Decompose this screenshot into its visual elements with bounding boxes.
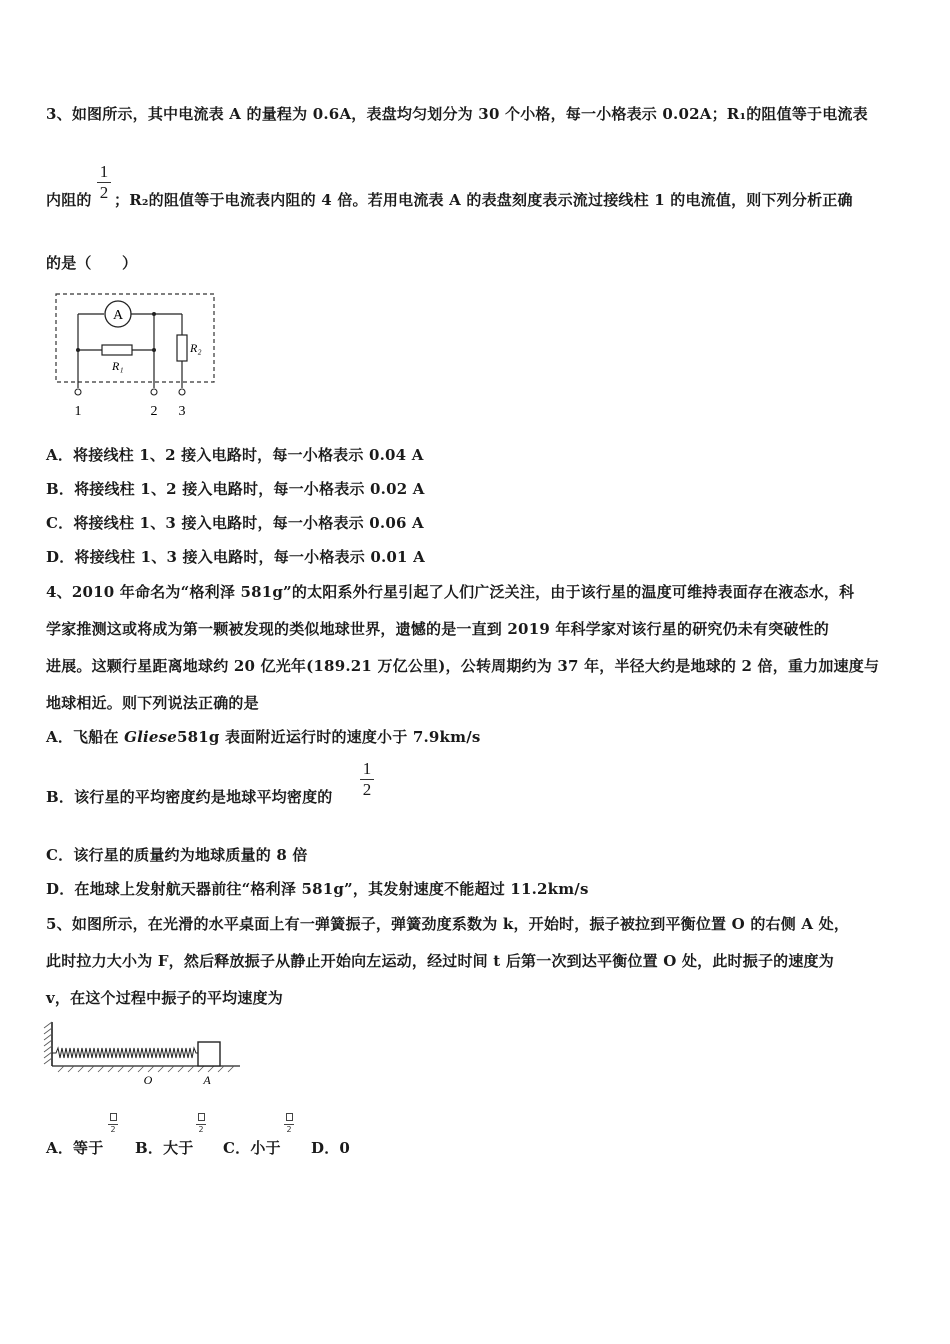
q4-option-a-pre: A．飞船在 <box>46 728 125 746</box>
terminal-1 <box>75 389 81 395</box>
q4-option-a-italic: Gliese <box>124 728 178 746</box>
q5-option-c-frac-den: 2 <box>286 1125 292 1134</box>
r1-label: R₁ <box>112 359 124 373</box>
spring-coil <box>52 1048 198 1058</box>
q5-option-a-frac-den: 2 <box>110 1125 116 1134</box>
q4-line-2: 学家推测这或将成为第一颗被发现的类似地球世界，遗憾的是一直到 2019 年科学家对该行星的研究仍未有突破性的 <box>46 620 829 638</box>
q4-frac-num: 1 <box>362 759 372 778</box>
r1-resistor <box>102 345 132 355</box>
q3-line-2-prefix: 内阻的 <box>46 191 92 209</box>
q3-option-b: B．将接线柱 1、2 接入电路时，每一小格表示 0.02 A <box>46 480 425 498</box>
terminal-3 <box>179 389 185 395</box>
q3-fraction <box>97 163 111 202</box>
r2-label: R₂ <box>190 341 202 355</box>
q5-option-b: B．大于 <box>135 1139 194 1157</box>
q3-frac-den: 2 <box>99 183 109 202</box>
q4-option-d: D．在地球上发射航天器前往“格利泽 581g”，其发射速度不能超过 11.2km/s <box>46 880 589 898</box>
q4-option-b: B．该行星的平均密度约是地球平均密度的 <box>46 788 333 806</box>
terminal-2-label: 2 <box>150 404 158 419</box>
q5-option-b-fraction <box>196 1113 206 1134</box>
q5-option-c: C．小于 <box>223 1139 281 1157</box>
ammeter-label: A <box>112 308 124 323</box>
circuit-diagram <box>50 288 220 420</box>
point-a-label: A <box>203 1073 211 1087</box>
q4-line-4: 地球相近。则下列说法正确的是 <box>46 694 259 712</box>
q3-option-c: C．将接线柱 1、3 接入电路时，每一小格表示 0.06 A <box>46 514 424 532</box>
point-o-label: O <box>143 1073 153 1087</box>
q4-option-c: C．该行星的质量约为地球质量的 8 倍 <box>46 846 308 864</box>
q5-line-2: 此时拉力大小为 F，然后释放振子从静止开始向左运动，经过时间 t 后第一次到达平衡位置 O 处，此时振子的速度为 <box>46 952 834 970</box>
terminal-2 <box>151 389 157 395</box>
q3-option-d: D．将接线柱 1、3 接入电路时，每一小格表示 0.01 A <box>46 548 425 566</box>
q4-frac-den: 2 <box>362 780 372 799</box>
q5-option-a-fraction <box>108 1113 118 1134</box>
q3-line-1: 3、如图所示，其中电流表 A 的量程为 0.6A，表盘均匀划分为 30 个小格，每一小格表示 0.02A；R₁的阻值等于电流表 <box>46 105 868 123</box>
q3-frac-num: 1 <box>99 162 109 181</box>
q5-line-1: 5、如图所示，在光滑的水平桌面上有一弹簧振子，弹簧劲度系数为 k，开始时，振子被拉到平衡位置 O 的右侧 A 处， <box>46 915 850 933</box>
q4-option-a-post: 581g 表面附近运行时的速度小于 7.9km/s <box>177 728 481 746</box>
q3-option-a: A．将接线柱 1、2 接入电路时，每一小格表示 0.04 A <box>46 446 424 464</box>
q5-line-3: v，在这个过程中振子的平均速度为 <box>46 989 283 1007</box>
spring-oscillator-diagram <box>40 1018 250 1088</box>
q5-option-d: D．0 <box>311 1139 351 1157</box>
q4-line-1: 4、2010 年命名为“格利泽 581g”的太阳系外行星引起了人们广泛关注，由于该行星的温度可维持表面存在液态水，科 <box>46 583 855 601</box>
dashed-box <box>56 294 214 382</box>
oscillator-block <box>198 1042 220 1066</box>
q5-option-a: A．等于 <box>46 1139 104 1157</box>
q3-line-2-rest: ；R₂的阻值等于电流表内阻的 4 倍。若用电流表 A 的表盘刻度表示流过接线柱 1 的电流值，则下列分析正确 <box>114 191 853 209</box>
q4-line-3: 进展。这颗行星距离地球约 20 亿光年(189.21 万亿公里)，公转周期约为 37 年，半径大约是地球的 2 倍，重力加速度与 <box>46 657 880 675</box>
terminal-1-label: 1 <box>74 404 82 419</box>
terminal-3-label: 3 <box>178 404 186 419</box>
q4-option-a <box>46 726 481 747</box>
q5-option-b-frac-den: 2 <box>198 1125 204 1134</box>
q3-line-3: 的是（ ） <box>46 254 138 272</box>
q5-option-c-fraction <box>284 1113 294 1134</box>
r2-resistor <box>177 335 187 361</box>
q4-option-b-fraction <box>360 760 374 799</box>
